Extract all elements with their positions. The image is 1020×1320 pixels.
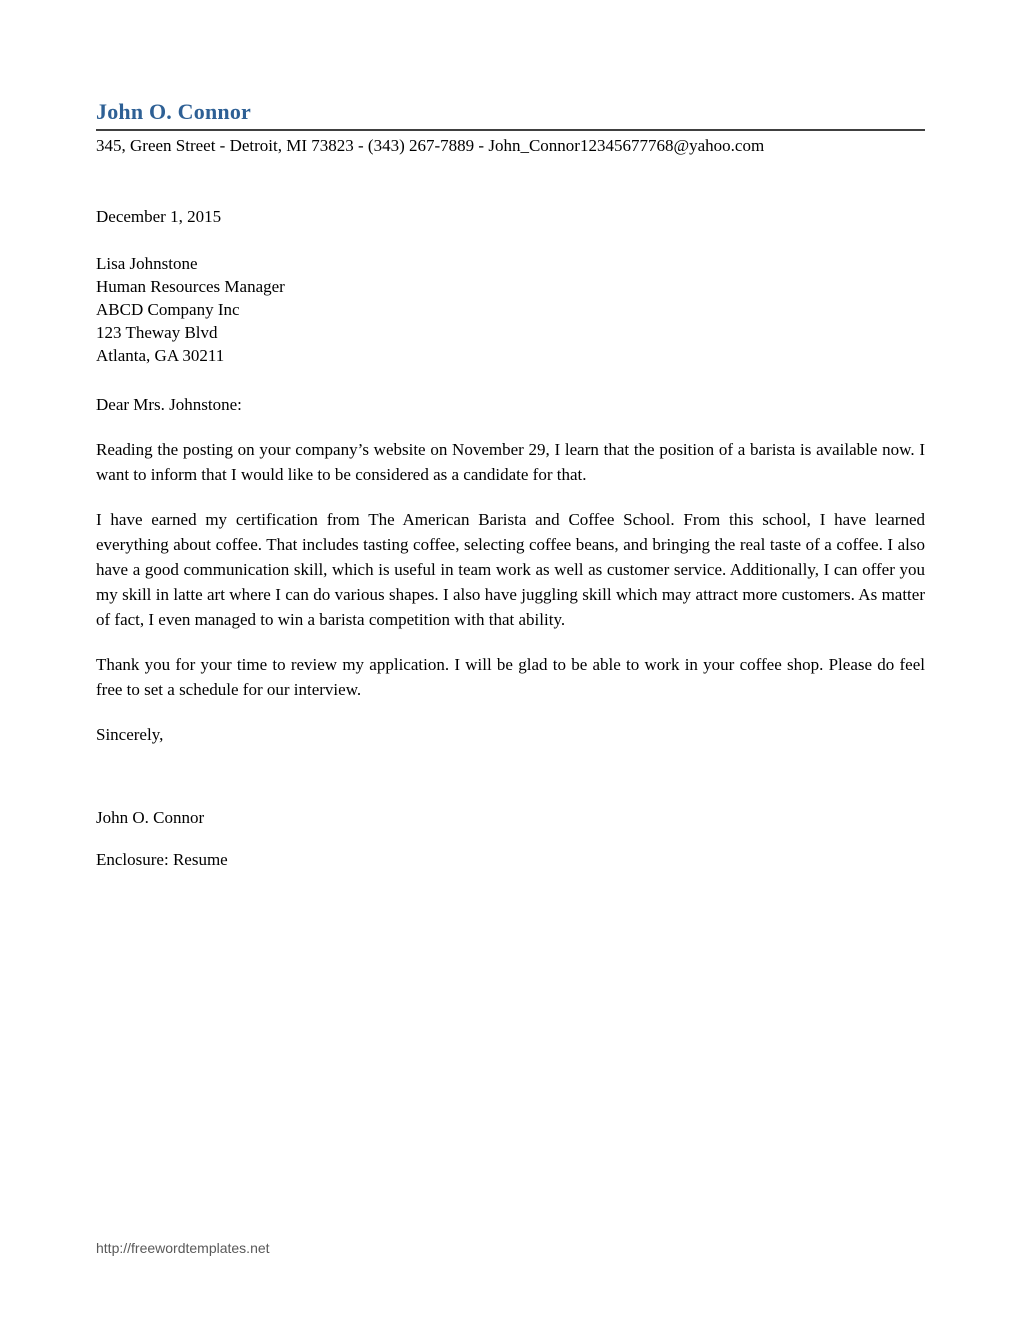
recipient-city: Atlanta, GA 30211: [96, 346, 225, 366]
recipient-title: Human Resources Manager: [96, 277, 285, 297]
letterhead: [96, 100, 925, 157]
sender-contact-line: 345, Green Street - Detroit, MI 73823 - (343) 267-7889 - John_Connor12345677768@yahoo.com: [96, 136, 765, 156]
signature-name: John O. Connor: [96, 808, 205, 828]
recipient-company: ABCD Company Inc: [96, 300, 240, 320]
salutation: Dear Mrs. Johnstone:: [96, 395, 242, 415]
recipient-name: Lisa Johnstone: [96, 254, 198, 274]
letterhead-divider: [96, 129, 925, 131]
letter-date: December 1, 2015: [96, 207, 222, 227]
body-paragraph-3: Thank you for your time to review my application. I will be glad to be able to work in your coffee shop. Please do feel free to set a schedule for our interview.: [96, 655, 925, 700]
recipient-address-block: [96, 252, 925, 367]
sender-name: John O. Connor: [96, 99, 252, 124]
recipient-street: 123 Theway Blvd: [96, 323, 218, 343]
enclosure-line: Enclosure: Resume: [96, 850, 228, 870]
body-paragraph-2: I have earned my certification from The American Barista and Coffee School. From this school, I have learned everything about coffee. That includes tasting coffee, selecting coffee beans, and bringing the real taste of a coffee. I also have a good communication skill, which is useful in team work as well as customer service. Additionally, I can offer you my skill in latte art where I can do various shapes. I also have juggling skill which may attract more customers. As matter of fact, I even managed to win a barista competition with that ability.: [96, 510, 925, 630]
closing-line: Sincerely,: [96, 725, 164, 745]
footer-template-url: http://freewordtemplates.net: [96, 1240, 270, 1256]
body-paragraph-1: Reading the posting on your company’s website on November 29, I learn that the position of a barista is available now. I want to inform that I would like to be considered as a candidate for that.: [96, 440, 925, 485]
